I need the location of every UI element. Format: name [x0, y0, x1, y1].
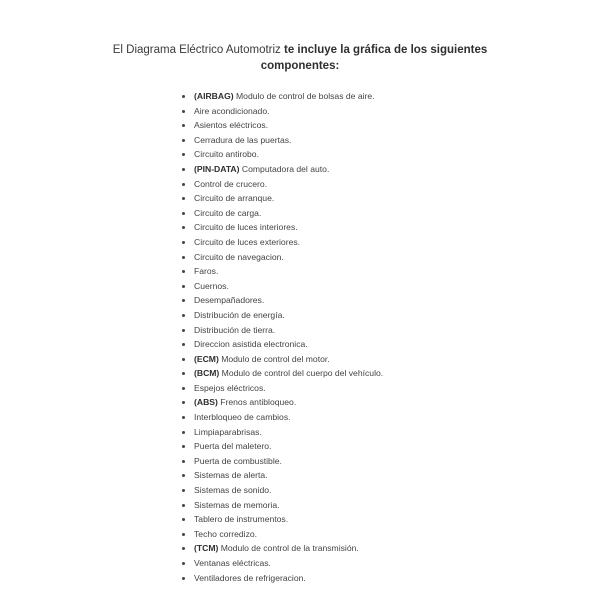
- list-item: [181, 104, 383, 119]
- bullet-icon: [182, 285, 185, 288]
- bullet-icon: [182, 372, 185, 375]
- bullet-icon: [182, 474, 185, 477]
- list-item: [181, 410, 383, 425]
- component-label: Faros.: [194, 266, 219, 277]
- component-label: Sistemas de memoria.: [194, 499, 280, 510]
- heading-text: El Diagrama Eléctrico Automotriz: [112, 44, 285, 56]
- list-item: [181, 527, 383, 542]
- list-item: [181, 133, 383, 148]
- list-item: [181, 454, 383, 469]
- bullet-icon: [182, 562, 185, 565]
- bullet-icon: [182, 547, 185, 550]
- list-item: [181, 235, 383, 250]
- component-code: (BCM): [194, 368, 220, 379]
- component-code: (PIN-DATA): [194, 163, 240, 174]
- list-item: [181, 395, 383, 410]
- bullet-icon: [182, 387, 185, 390]
- component-label: Distribución de tierra.: [194, 324, 276, 335]
- component-label: Aire acondicionado.: [194, 105, 270, 116]
- component-label: Ventanas eléctricas.: [194, 558, 271, 568]
- bullet-icon: [182, 416, 185, 419]
- component-label: Frenos antibloqueo.: [217, 397, 297, 408]
- list-item: [181, 571, 383, 586]
- component-label: Circuito de arranque.: [194, 193, 275, 204]
- component-label: Cuernos.: [194, 280, 229, 291]
- list-item: [181, 308, 383, 323]
- list-item: [181, 352, 383, 367]
- list-item: [181, 556, 383, 571]
- list-item: [181, 468, 383, 483]
- list-item: [181, 541, 383, 556]
- list-item: [181, 366, 383, 381]
- list-item: [181, 279, 383, 294]
- component-label: Circuito de carga.: [194, 207, 262, 218]
- bullet-icon: [182, 445, 185, 448]
- bullet-icon: [182, 401, 185, 404]
- list-item: [181, 177, 383, 192]
- bullet-icon: [182, 168, 185, 171]
- bullet-icon: [182, 299, 185, 302]
- component-code: (TCM): [194, 543, 219, 554]
- bullet-icon: [182, 226, 185, 229]
- bullet-icon: [182, 256, 185, 259]
- component-label: Cerradura de las puertas.: [194, 134, 292, 145]
- component-code: (ABS): [194, 397, 218, 408]
- component-label: Interbloqueo de cambios.: [194, 412, 291, 423]
- bullet-icon: [182, 489, 185, 492]
- list-item: [181, 293, 383, 308]
- list-item: [181, 191, 383, 206]
- list-item: [181, 381, 383, 396]
- bullet-icon: [182, 212, 185, 215]
- component-label: Asientos eléctricos.: [194, 120, 269, 131]
- component-label: Techo corredizo.: [194, 528, 258, 539]
- bullet-icon: [182, 518, 185, 521]
- list-item: [181, 206, 383, 221]
- component-list: [181, 89, 383, 585]
- component-label: Puerta de combustible.: [194, 455, 282, 466]
- list-item: [181, 483, 383, 498]
- component-label: Sistemas de alerta.: [194, 470, 268, 481]
- list-item: [181, 220, 383, 235]
- component-label: Modulo de control del motor.: [218, 353, 330, 364]
- component-code: (AIRBAG): [194, 91, 234, 101]
- bullet-icon: [182, 183, 185, 186]
- bullet-icon: [182, 139, 185, 142]
- heading-bold-text: te incluye la gráfica de los siguientes componentes:: [260, 44, 488, 72]
- component-label: Ventiladores de refrigeracion.: [194, 572, 306, 583]
- component-label: Circuito de navegacion.: [194, 251, 284, 262]
- list-item: [181, 118, 383, 133]
- component-label: Distribución de energía.: [194, 309, 285, 320]
- bullet-icon: [182, 241, 185, 244]
- bullet-icon: [182, 577, 185, 580]
- bullet-icon: [182, 197, 185, 200]
- component-label: Direccion asistida electronica.: [194, 339, 308, 350]
- list-item: [181, 147, 383, 162]
- bullet-icon: [182, 153, 185, 156]
- bullet-icon: [182, 124, 185, 127]
- component-label: Circuito de luces exteriores.: [194, 236, 301, 247]
- section-heading: [110, 42, 490, 74]
- list-item: [181, 250, 383, 265]
- bullet-icon: [182, 431, 185, 434]
- bullet-icon: [182, 504, 185, 507]
- list-item: [181, 323, 383, 338]
- list-item: [181, 264, 383, 279]
- list-item: [181, 162, 383, 177]
- component-label: Desempañadores.: [194, 295, 265, 306]
- list-item: [181, 337, 383, 352]
- component-label: Modulo de control de la transmisión.: [218, 543, 359, 554]
- component-label: Sistemas de sonido.: [194, 485, 272, 496]
- list-item: [181, 425, 383, 440]
- list-item: [181, 512, 383, 527]
- component-label: Modulo de control del cuerpo del vehículo.: [219, 368, 384, 379]
- component-label: Computadora del auto.: [239, 163, 330, 174]
- component-label: Modulo de control de bolsas de aire.: [233, 91, 375, 101]
- bullet-icon: [182, 110, 185, 113]
- list-item: [181, 498, 383, 513]
- list-item: [181, 89, 383, 104]
- bullet-icon: [182, 314, 185, 317]
- component-label: Limpiaparabrisas.: [194, 426, 262, 437]
- list-item: [181, 439, 383, 454]
- component-label: Circuito antirobo.: [194, 149, 259, 160]
- bullet-icon: [182, 460, 185, 463]
- component-label: Puerta del maletero.: [194, 441, 272, 452]
- bullet-icon: [182, 533, 185, 536]
- bullet-icon: [182, 343, 185, 346]
- bullet-icon: [182, 358, 185, 361]
- component-label: Tablero de instrumentos.: [194, 514, 289, 525]
- bullet-icon: [182, 270, 185, 273]
- component-code: (ECM): [194, 353, 219, 364]
- component-label: Circuito de luces interiores.: [194, 222, 298, 233]
- component-label: Control de crucero.: [194, 178, 268, 189]
- component-label: Espejos eléctricos.: [194, 382, 266, 393]
- bullet-icon: [182, 95, 185, 98]
- bullet-icon: [182, 329, 185, 332]
